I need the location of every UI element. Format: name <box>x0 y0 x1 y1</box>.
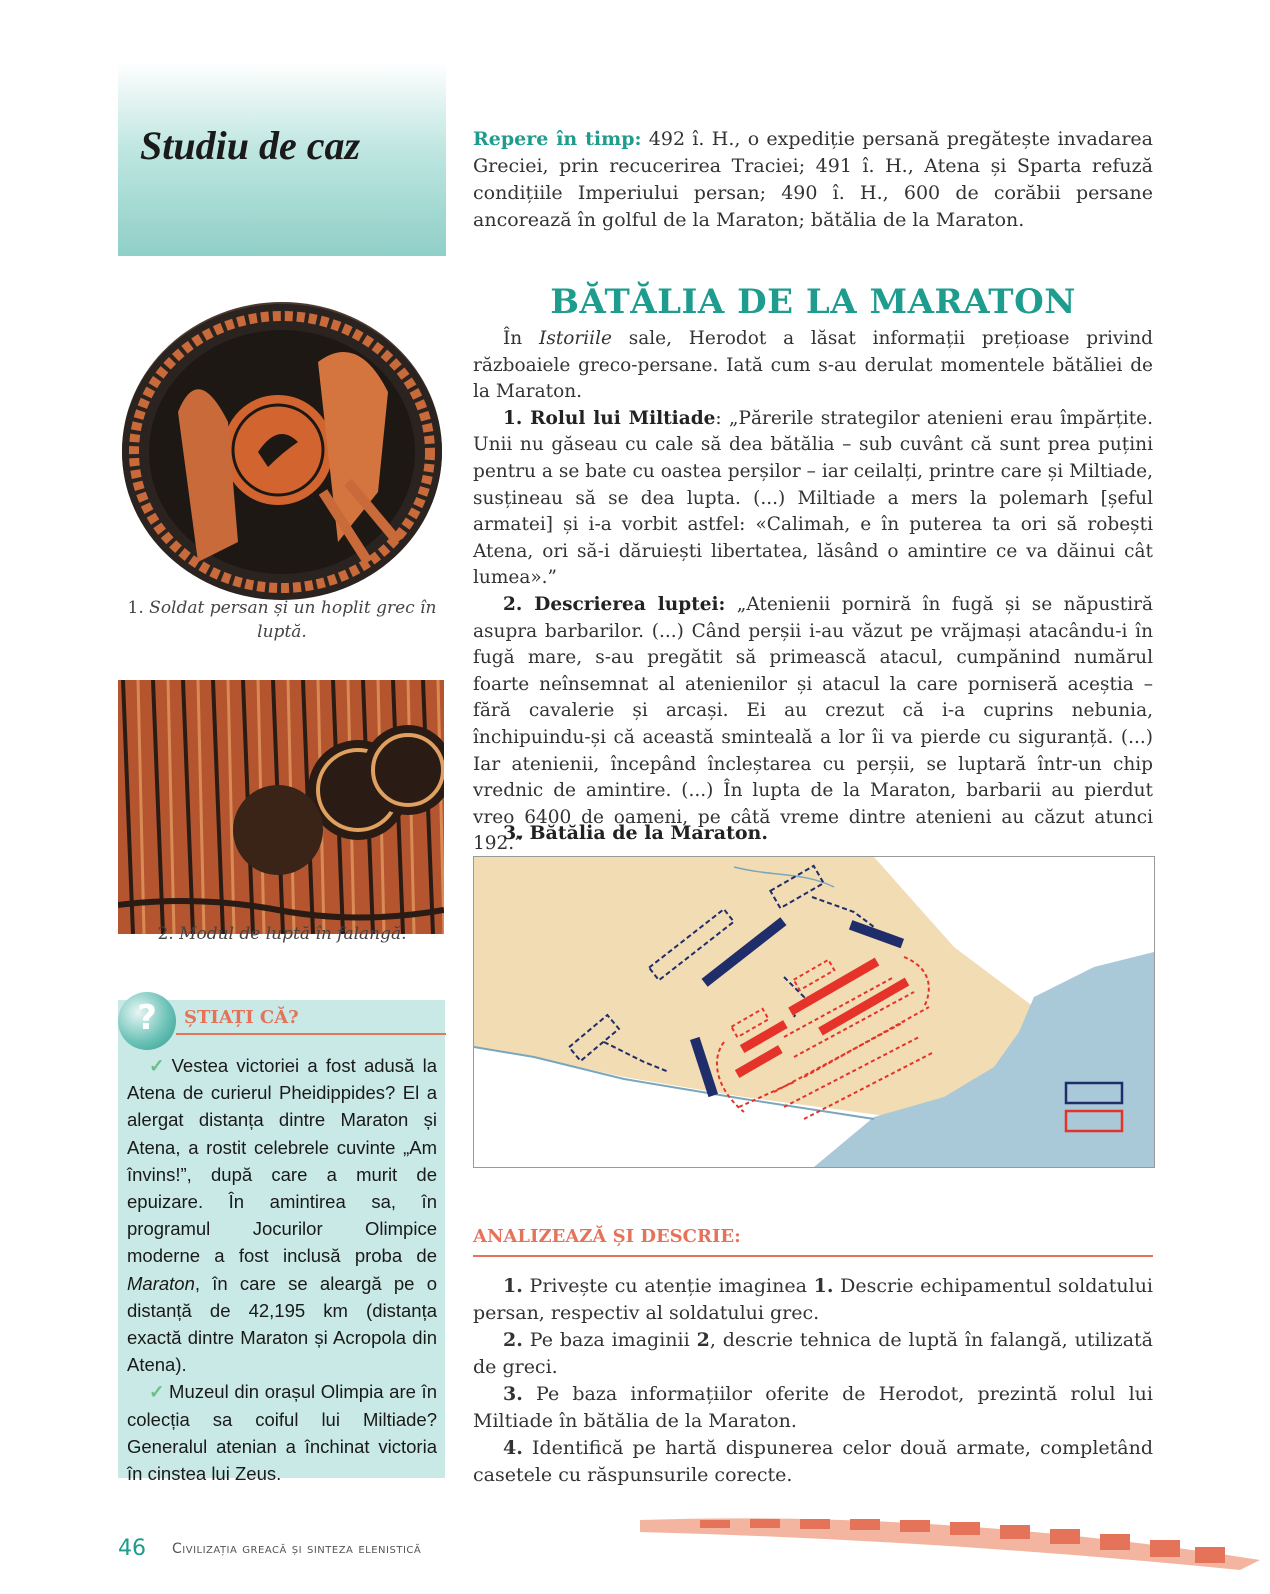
caption-figure-2: 2. Modul de luptă în falangă. <box>157 924 407 944</box>
question-1: 1. Privește cu atenție imaginea 1. Descrie echipamentul soldatului persan, respectiv al soldatului grec. <box>473 1275 1154 1324</box>
caption-figure-1: 1. Soldat persan și un hoplit grec în luptă. <box>127 598 437 642</box>
chapter-title: Civilizația greacă și sinteza elenistică <box>172 1541 422 1557</box>
repere-paragraph <box>473 126 1153 234</box>
page-number: 46 <box>118 1536 146 1561</box>
question-2: 2. Pe baza imaginii 2, descrie tehnica de luptă în falangă, utilizată de greci. <box>473 1329 1153 1378</box>
vase-image-2 <box>118 680 444 934</box>
question-3: 3. Pe baza informațiilor oferite de Herodot, prezintă rolul lui Miltiade în bătălia de la Maraton. <box>473 1383 1153 1432</box>
did-you-know-title: ȘTIAȚI CĂ? <box>184 1007 299 1028</box>
exercise-divider <box>473 1255 1153 1257</box>
main-body <box>473 326 1153 858</box>
figure3-label: 3. Bătălia de la Maraton. <box>503 822 768 844</box>
battle-map <box>473 856 1155 1168</box>
book-title: Istoriile <box>539 328 612 349</box>
vase-image-1 <box>118 302 446 602</box>
section1-label: 1. Rolul lui Miltiade <box>503 407 716 429</box>
repere-text: 492 î. H., o expediție persană pregătește invadarea Greciei, prin recucerirea Traciei; 491 î. H., Atena și Sparta refuză condițiile Imperiului persan; 490 î. H., 600 de corăbii persane ancorează în golful de la Maraton; bătălia de la Maraton. <box>473 128 1153 231</box>
checkmark-icon: ✓ <box>149 1381 166 1403</box>
fact-1: ✓ Vestea victoriei a fost adusă la Atena de curierul Pheidippides? El a alergat distanța dintre Maraton și Atena, a rostit celebrele cuvinte „Am învins!”, după care a murit de epuizare. În amintirea sa, în programul Jocurilor Olimpice moderne a fost inclusă proba de Maraton, în care se aleargă pe o distanță de 42,195 km (distanța exactă dintre Maraton și Acropola din Atena). <box>127 1055 437 1376</box>
did-you-know-text <box>127 1052 437 1487</box>
fact-2: ✓ Muzeul din orașul Olimpia are în colecția sa coiful lui Miltiade? Generalul atenian a închinat victoria în cinstea lui Zeus. <box>127 1381 437 1485</box>
repere-label: Repere în timp: <box>473 128 642 150</box>
greek-ornament-decoration <box>640 1500 1260 1570</box>
battle-map-svg <box>474 857 1154 1167</box>
page-title: Studiu de caz <box>140 123 361 168</box>
section2-label: 2. Descrierea luptei: <box>503 593 726 615</box>
section1-paragraph: 1. Rolul lui Miltiade: „Părerile strategilor atenieni erau împărțite. Unii nu găseau cu cale să dea bătălia – sub cuvânt că sunt prea puțini pentru a se bate cu oastea perșilor – iar ceilalți, printre care și Miltiade, susțineau să se dea lupta. (...) Miltiade a mers la polemarh [șeful armatei] și i-a vorbit astfel: «Calimah, e în puterea ta ori să robești Atena, ori să-i dăruiești libertatea, lăsând o amintire ce va dăinui cât lumea».” <box>473 407 1153 589</box>
exercise-questions <box>473 1273 1153 1489</box>
exercise-title: ANALIZEAZĂ ȘI DESCRIE: <box>473 1226 741 1247</box>
checkmark-icon: ✓ <box>149 1055 168 1076</box>
question-mark-icon: ? <box>118 992 176 1050</box>
section-title: BĂTĂLIA DE LA MARATON <box>550 282 1076 322</box>
section2-paragraph: 2. Descrierea luptei: „Atenienii porniră în fugă și se năpustiră asupra barbarilor. (...) Când perșii i-au văzut pe vrăjmași atacându-i în fugă mare, s-au pregătit să primească atacul, cumpănind numărul foarte neînsemnat al atenienilor și atacul la care porniseră aceștia – fără cavalerie și arcași. Ei au crezut că i-a cuprins nebunia, închipuindu-și că această sminteală a lor îi va pierde cu siguranță. (...) Iar atenienii, începând încleștarea cu perșii, se luptară într-un chip vrednic de amintire. (...) În lupta de la Maraton, barbarii au pierdut vreo 6400 de oameni, pe câtă vreme dintre atenieni au căzut atunci 192.” <box>473 593 1153 855</box>
intro-paragraph: În Istoriile sale, Herodot a lăsat informații prețioase privind războaiele greco-persane. Iată cum s-au derulat momentele bătăliei de la Maraton. <box>473 328 1153 403</box>
did-you-know-divider <box>176 1033 446 1035</box>
question-4: 4. Identifică pe hartă dispunerea celor două armate, completând casetele cu răspunsurile corecte. <box>473 1437 1153 1486</box>
